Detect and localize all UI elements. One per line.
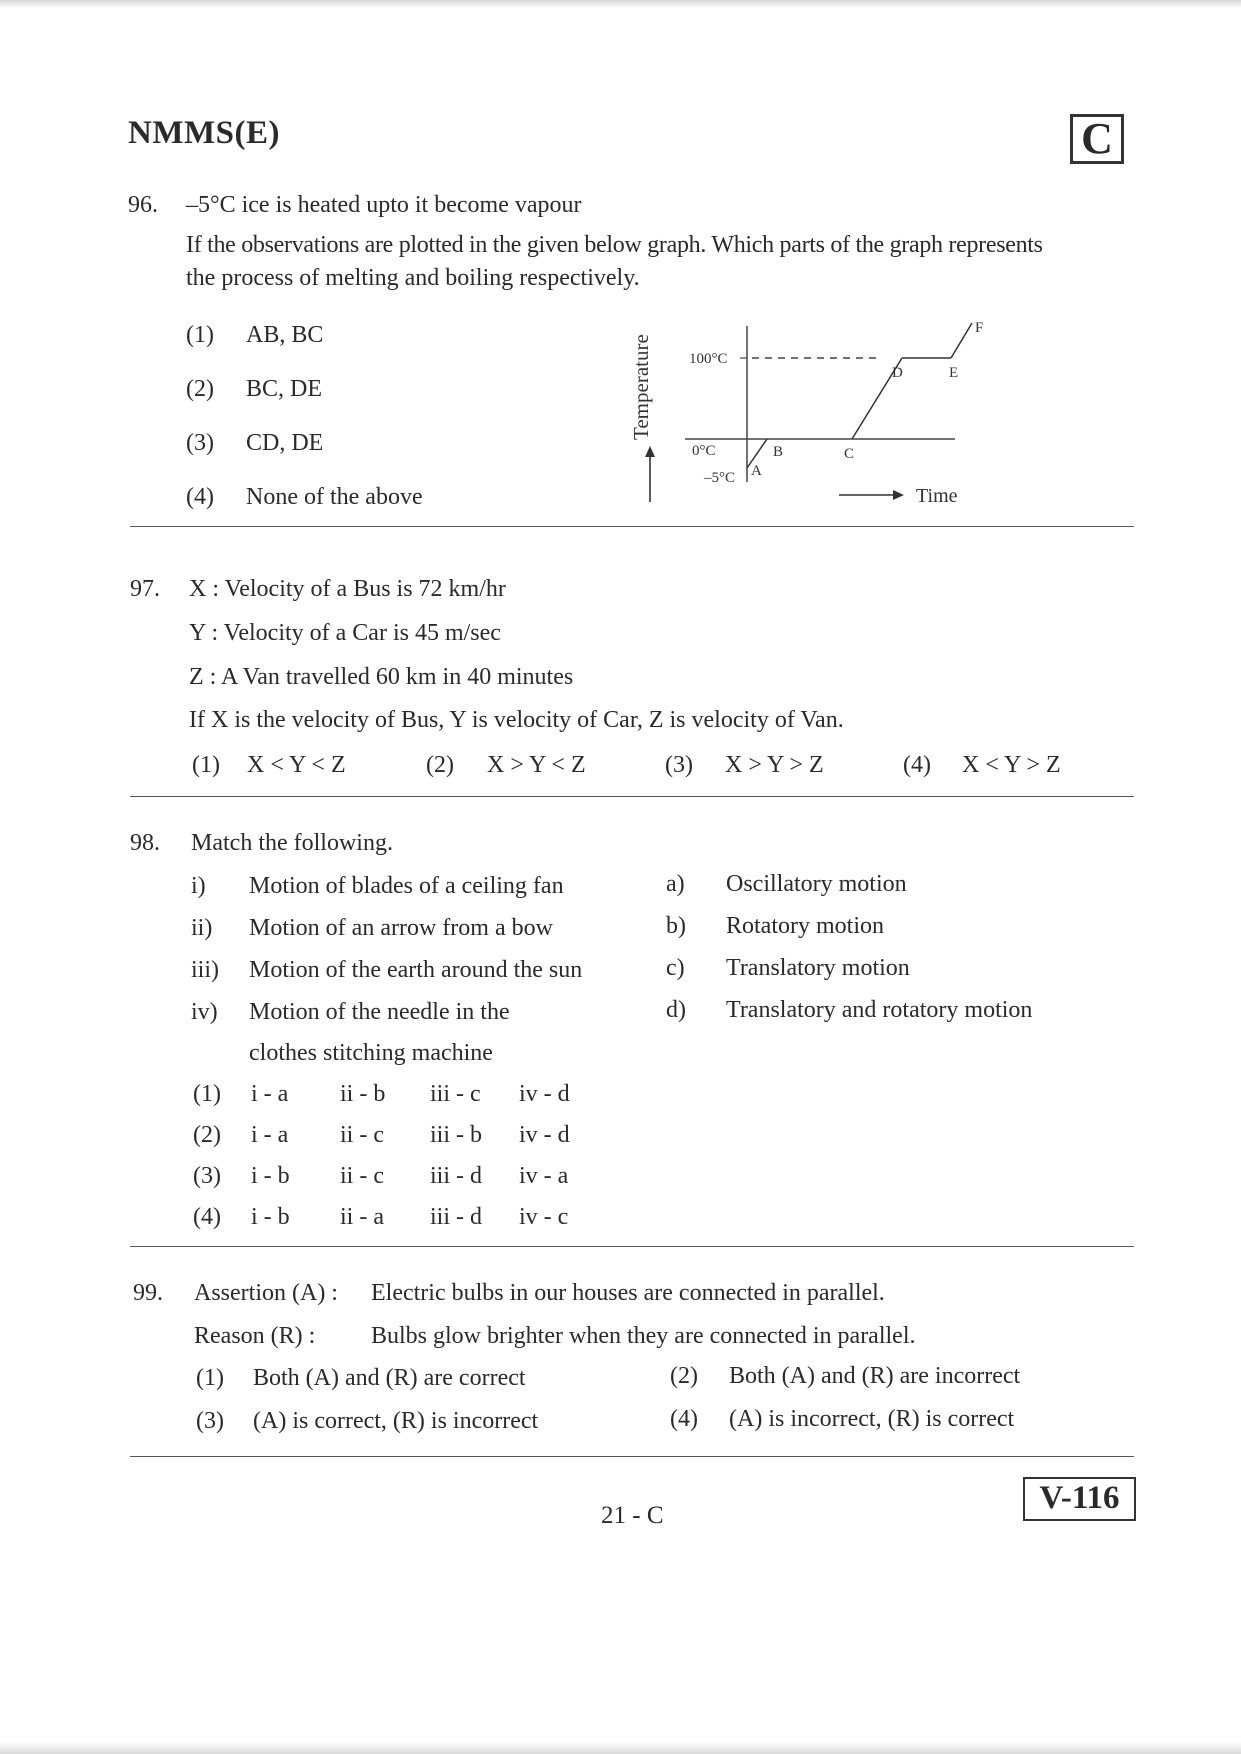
- q98-option-1-c4: iv - d: [519, 1081, 570, 1107]
- question-set-box: C: [1070, 114, 1124, 164]
- scan-edge-bottom: [0, 1742, 1241, 1754]
- q99-option-4-num: (4): [670, 1406, 698, 1432]
- q98-left-1-num: i): [191, 873, 206, 899]
- q97-option-4-text: X < Y > Z: [962, 752, 1061, 778]
- q96-option-4-text: None of the above: [246, 484, 423, 510]
- graph-point-e: E: [949, 365, 959, 381]
- q96-stem: –5°C ice is heated upto it become vapour: [186, 192, 582, 218]
- q96-option-1-text: AB, BC: [246, 322, 324, 348]
- q96-option-2-text: BC, DE: [246, 376, 323, 402]
- graph-ylabel: Temperature: [629, 334, 653, 440]
- q98-left-2-num: ii): [191, 915, 213, 941]
- q99-option-4-text: (A) is incorrect, (R) is correct: [729, 1406, 1015, 1432]
- graph-point-b: B: [773, 444, 784, 460]
- q98-option-1-c2: ii - b: [340, 1081, 386, 1107]
- q98-right-1-text: Oscillatory motion: [726, 871, 907, 897]
- q96-option-2-num: (2): [186, 376, 214, 402]
- q98-option-3-c1: i - b: [251, 1163, 290, 1189]
- q98-left-3-num: iii): [191, 957, 219, 983]
- q99-option-2-text: Both (A) and (R) are incorrect: [729, 1363, 1021, 1389]
- q98-option-2-c4: iv - d: [519, 1122, 570, 1148]
- graph-point-d: D: [892, 365, 903, 381]
- q98-option-4-num: (4): [193, 1204, 221, 1230]
- q98-right-3-num: c): [666, 955, 685, 981]
- graph-xlabel: Time: [916, 485, 958, 507]
- q99-option-3-text: (A) is correct, (R) is incorrect: [253, 1408, 539, 1434]
- q96-text-line2: the process of melting and boiling respectively.: [186, 265, 640, 291]
- q98-option-2-c1: i - a: [251, 1122, 289, 1148]
- graph-tick-0: 0°C: [692, 443, 716, 459]
- divider-q97: [130, 796, 1134, 797]
- q96-option-4-num: (4): [186, 484, 214, 510]
- q98-option-3-num: (3): [193, 1163, 221, 1189]
- q98-left-4-num: iv): [191, 999, 218, 1025]
- q98-option-2-c3: iii - b: [430, 1122, 482, 1148]
- q99-assertion-text: Electric bulbs in our houses are connected in parallel.: [371, 1280, 885, 1306]
- graph-segment-ef: [951, 323, 972, 358]
- q98-option-4-c3: iii - d: [430, 1204, 482, 1230]
- q98-number: 98.: [130, 830, 160, 856]
- q98-option-3-c4: iv - a: [519, 1163, 569, 1189]
- q98-right-2-text: Rotatory motion: [726, 913, 884, 939]
- graph-point-f: F: [975, 320, 984, 336]
- q96-number: 96.: [128, 192, 158, 218]
- scan-edge-top: [0, 0, 1241, 8]
- q98-right-3-text: Translatory motion: [726, 955, 910, 981]
- q97-option-1-text: X < Y < Z: [247, 752, 346, 778]
- q96-option-1-num: (1): [186, 322, 214, 348]
- q98-left-2-text: Motion of an arrow from a bow: [249, 915, 553, 941]
- page-number: 21 - C: [601, 1502, 664, 1529]
- q97-option-1-num: (1): [192, 752, 220, 778]
- q98-option-2-num: (2): [193, 1122, 221, 1148]
- graph-y-arrow-head: [645, 446, 655, 457]
- q98-option-1-c1: i - a: [251, 1081, 289, 1107]
- q98-option-1-num: (1): [193, 1081, 221, 1107]
- q96-option-3-text: CD, DE: [246, 430, 324, 456]
- q97-option-4-num: (4): [903, 752, 931, 778]
- q99-assertion-label: Assertion (A) :: [194, 1280, 338, 1306]
- q98-left-4-text-cont: clothes stitching machine: [249, 1040, 493, 1066]
- q99-option-2-num: (2): [670, 1363, 698, 1389]
- q96-option-3-num: (3): [186, 430, 214, 456]
- q98-stem: Match the following.: [191, 830, 393, 856]
- q98-option-3-c2: ii - c: [340, 1163, 384, 1189]
- q98-left-3-text: Motion of the earth around the sun: [249, 957, 583, 983]
- q98-right-2-num: b): [666, 913, 686, 939]
- booklet-code-box: V-116: [1023, 1477, 1136, 1521]
- q99-reason-label: Reason (R) :: [194, 1323, 316, 1349]
- q97-y-line: Y : Velocity of a Car is 45 m/sec: [189, 620, 501, 646]
- q97-option-3-num: (3): [665, 752, 693, 778]
- q98-option-1-c3: iii - c: [430, 1081, 481, 1107]
- q98-left-1-text: Motion of blades of a ceiling fan: [249, 873, 564, 899]
- q97-z-line: Z : A Van travelled 60 km in 40 minutes: [189, 664, 574, 690]
- graph-tick-100: 100°C: [689, 351, 728, 367]
- q99-option-1-text: Both (A) and (R) are correct: [253, 1365, 526, 1391]
- q98-right-4-num: d): [666, 997, 686, 1023]
- q97-option-3-text: X > Y > Z: [725, 752, 824, 778]
- q99-number: 99.: [133, 1280, 163, 1306]
- q98-option-3-c3: iii - d: [430, 1163, 482, 1189]
- q98-option-4-c2: ii - a: [340, 1204, 384, 1230]
- q99-option-1-num: (1): [196, 1365, 224, 1391]
- divider-q99: [130, 1456, 1134, 1457]
- divider-q96: [130, 526, 1134, 527]
- q98-left-4-text: Motion of the needle in the: [249, 999, 510, 1025]
- heating-curve-graph: [620, 310, 984, 515]
- q97-statement: If X is the velocity of Bus, Y is velocity of Car, Z is velocity of Van.: [189, 707, 844, 733]
- graph-x-arrow-head: [893, 490, 904, 500]
- q97-option-2-num: (2): [426, 752, 454, 778]
- q98-option-4-c4: iv - c: [519, 1204, 569, 1230]
- exam-title: NMMS(E): [128, 115, 280, 151]
- q98-right-4-text: Translatory and rotatory motion: [726, 997, 1033, 1023]
- q98-right-1-num: a): [666, 871, 685, 897]
- divider-q98: [130, 1246, 1134, 1247]
- q97-option-2-text: X > Y < Z: [487, 752, 586, 778]
- q97-number: 97.: [130, 576, 160, 602]
- q96-text-line1: If the observations are plotted in the given below graph. Which parts of the graph represents: [186, 232, 1043, 258]
- q99-reason-text: Bulbs glow brighter when they are connected in parallel.: [371, 1323, 916, 1349]
- q97-x-line: X : Velocity of a Bus is 72 km/hr: [189, 576, 506, 602]
- q98-option-4-c1: i - b: [251, 1204, 290, 1230]
- q99-option-3-num: (3): [196, 1408, 224, 1434]
- q98-option-2-c2: ii - c: [340, 1122, 384, 1148]
- graph-tick-neg5: –5°C: [704, 470, 736, 486]
- graph-point-a: A: [751, 463, 762, 479]
- graph-point-c: C: [844, 446, 855, 462]
